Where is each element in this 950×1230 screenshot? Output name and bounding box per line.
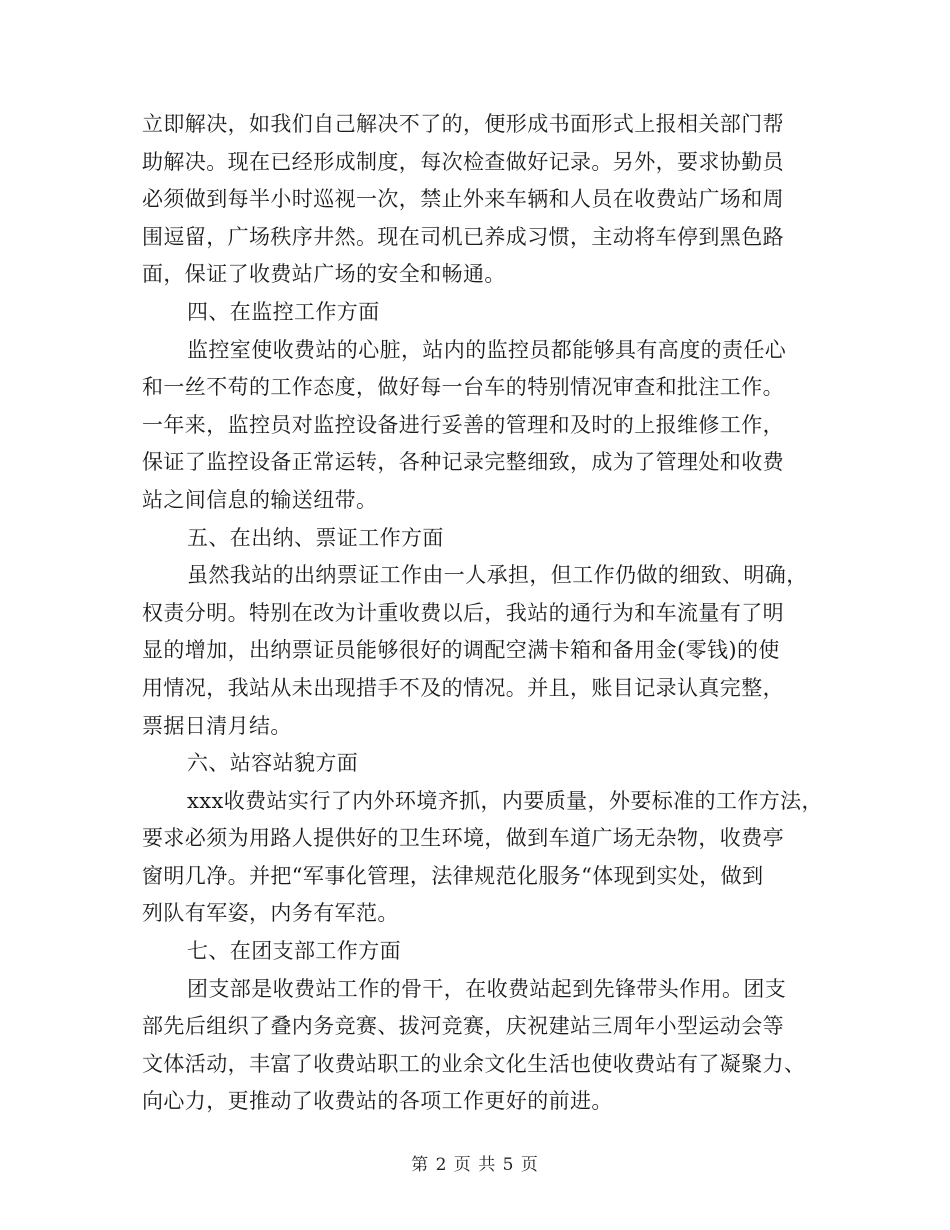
text-line: 权责分明。特别在改为计重收费以后，我站的通行为和车流量有了明 bbox=[142, 600, 784, 625]
text-line: 向心力，更推动了收费站的各项工作更好的前进。 bbox=[142, 1089, 613, 1114]
text-line: 和一丝不苟的工作态度，做好每一台车的特别情况审查和批注工作。 bbox=[142, 375, 784, 400]
text-line: 监控室使收费站的心脏，站内的监控员都能够具有高度的责任心 bbox=[187, 337, 787, 362]
body-text bbox=[142, 106, 832, 1121]
page-number-footer: 第 2 页 共 5 页 bbox=[411, 1155, 539, 1175]
text-line: 虽然我站的出纳票证工作由一人承担，但工作仍做的细致、明确， bbox=[187, 563, 808, 588]
text-line: 团支部是收费站工作的骨干，在收费站起到先锋带头作用。团支 bbox=[187, 976, 787, 1001]
text-line: 一年来，监控员对监控设备进行妥善的管理和及时的上报维修工作， bbox=[142, 412, 784, 437]
text-line: 显的增加，出纳票证员能够很好的调配空满卡箱和备用金(零钱)的使 bbox=[142, 638, 780, 663]
section-heading: 七、在团支部工作方面 bbox=[187, 939, 401, 964]
text-line: 要求必须为用路人提供好的卫生环境，做到车道广场无杂物，收费亭 bbox=[142, 826, 784, 851]
text-line: 立即解决，如我们自己解决不了的，便形成书面形式上报相关部门帮 bbox=[142, 112, 784, 136]
text-line: 保证了监控设备正常运转，各种记录完整细致，成为了管理处和收费 bbox=[142, 450, 784, 475]
text-line: 票据日清月结。 bbox=[142, 713, 292, 738]
text-line: xxx收费站实行了内外环境齐抓，内要质量，外要标准的工作方法， bbox=[187, 788, 823, 813]
section-heading: 六、站容站貌方面 bbox=[187, 751, 359, 776]
text-line: 站之间信息的输送纽带。 bbox=[142, 487, 378, 512]
text-line: 助解决。现在已经形成制度，每次检查做好记录。另外，要求协勤员 bbox=[142, 149, 784, 174]
text-line: 用情况，我站从未出现措手不及的情况。并且，账目记录认真完整， bbox=[142, 675, 784, 700]
text-line: 文体活动，丰富了收费站职工的业余文化生活也使收费站有了凝聚力、 bbox=[142, 1051, 806, 1076]
text-line: 围逗留，广场秩序井然。现在司机已养成习惯，主动将车停到黑色路 bbox=[142, 224, 784, 249]
text-line: 部先后组织了叠内务竞赛、拔河竞赛，庆祝建站三周年小型运动会等 bbox=[142, 1014, 784, 1039]
text-line: 必须做到每半小时巡视一次，禁止外来车辆和人员在收费站广场和周 bbox=[142, 187, 784, 212]
text-line: 窗明几净。并把“军事化管理，法律规范化服务“体现到实处，做到 bbox=[142, 863, 764, 888]
section-heading: 四、在监控工作方面 bbox=[187, 299, 380, 324]
text-line: 列队有军姿，内务有军范。 bbox=[142, 901, 399, 926]
text-line: 面，保证了收费站广场的安全和畅通。 bbox=[142, 262, 506, 287]
section-heading: 五、在出纳、票证工作方面 bbox=[187, 525, 444, 550]
